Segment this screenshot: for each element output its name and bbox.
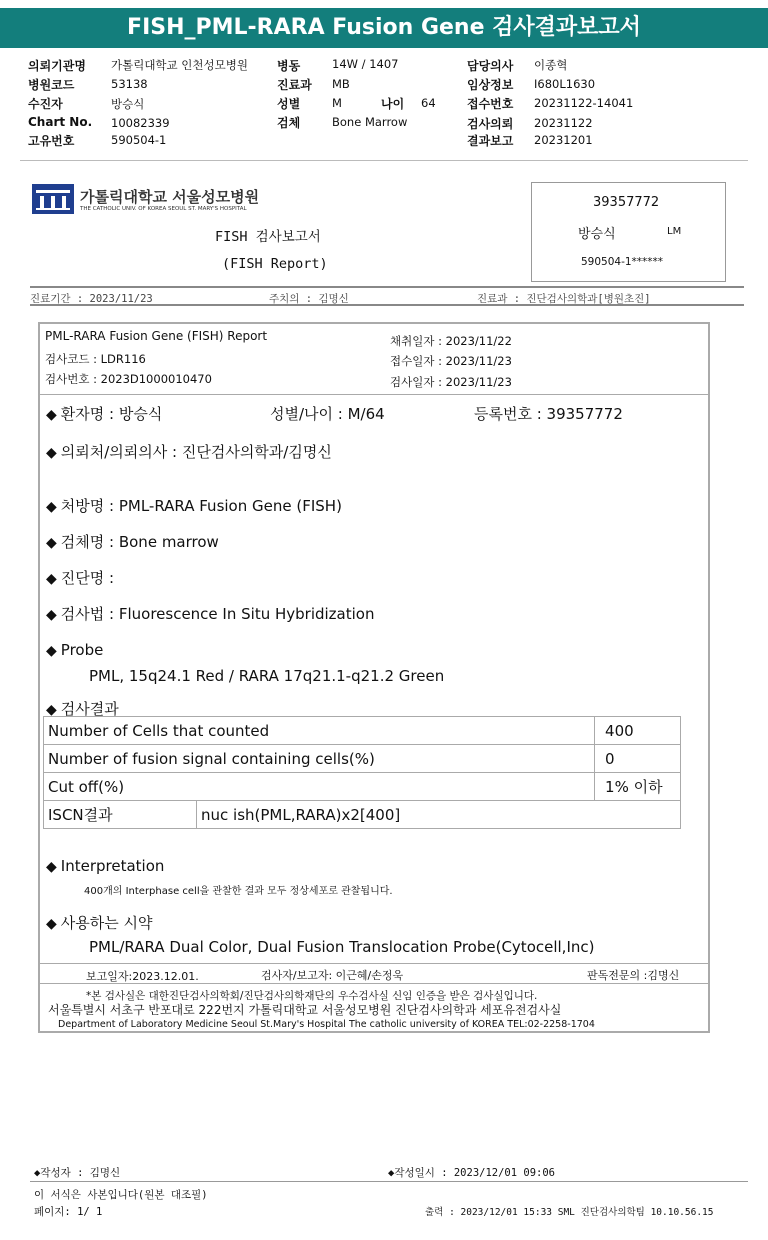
info-value-receipt-no: 20231122-14041 <box>534 96 634 110</box>
patient-label-box <box>531 182 726 282</box>
written-line: ◆작성일시 : 2023/12/01 09:06 <box>388 1167 556 1179</box>
info-value-clinical-info: I680L1630 <box>534 77 596 91</box>
result-value: 0 <box>595 745 681 773</box>
report-received: 접수일자 : 2023/11/23 <box>390 354 512 368</box>
interpretation-heading <box>46 857 164 875</box>
result-value: 400 <box>595 717 681 745</box>
print-info: 출력 : 2023/12/01 15:33 SML 진단검사의학팀 10.10.56.15 <box>425 1207 714 1218</box>
method-line <box>46 603 374 624</box>
interpretation-text: 400개의 Interphase cell을 관찰한 결과 모두 정상세포로 관찰됩니다. <box>84 886 393 897</box>
table-row <box>44 801 681 829</box>
specimen-line <box>46 531 219 552</box>
diamond-bullet-icon: ◆ <box>46 916 57 932</box>
info-label-doctor: 담당의사 <box>467 59 514 73</box>
lab-dept-en: Department of Laboratory Medicine Seoul St.Mary's Hospital The catholic university of KOREA TEL:02-2258-1704 <box>58 1019 595 1030</box>
info-value-specimen: Bone Marrow <box>332 115 408 129</box>
lab-address: 서울특별시 서초구 반포대로 222번지 가톨릭대학교 서울성모병원 진단검사의학과 세포유전검사실 <box>48 1003 562 1017</box>
diamond-bullet-icon: ◆ <box>46 407 57 423</box>
method: 검사법 : Fluorescence In Situ Hybridization <box>60 605 375 623</box>
info-value-sex: M <box>332 96 342 110</box>
report-tester: 검사자/보고자: 이근혜/손정욱 <box>261 969 404 982</box>
prescription-line <box>46 495 342 516</box>
copy-note: 이 서식은 사본입니다(원본 대조필) <box>34 1189 208 1201</box>
info-value-unique-no: 590504-1 <box>111 133 167 147</box>
info-label-chart-no: Chart No. <box>28 115 93 129</box>
report-collected: 채취일자 : 2023/11/22 <box>390 334 512 348</box>
info-label-request-date: 검사의뢰 <box>467 117 514 131</box>
result-item: Number of Cells that counted <box>44 717 595 745</box>
result-value: 1% 이하 <box>595 773 681 801</box>
info-label-department: 진료과 <box>277 78 312 92</box>
visit-department: 진료과 : 진단검사의학과[병원초진] <box>477 293 651 305</box>
stamp-code: LM <box>667 226 682 237</box>
info-label-report-date: 결과보고 <box>467 134 514 148</box>
report-title-bar <box>0 8 768 48</box>
diamond-bullet-icon: ◆ <box>46 571 57 587</box>
diamond-bullet-icon: ◆ <box>46 607 57 623</box>
result-table <box>43 716 681 829</box>
info-label-specimen: 검체 <box>277 116 301 130</box>
diagnosis-line <box>46 567 114 588</box>
divider <box>38 983 710 984</box>
info-value-report-date: 20231201 <box>534 133 593 147</box>
doc-subtitle: (FISH Report) <box>222 256 328 272</box>
report-date: 보고일자:2023.12.01. <box>86 970 199 983</box>
patient-sex-age: 성별/나이 : M/64 <box>270 405 385 423</box>
info-label-receipt-no: 접수번호 <box>467 97 514 111</box>
info-label-sex: 성별 <box>277 97 301 111</box>
report-title: FISH_PML-RARA Fusion Gene 검사결과보고서 <box>127 15 641 40</box>
specimen: 검체명 : Bone marrow <box>60 533 219 551</box>
result-item: Cut off(%) <box>44 773 595 801</box>
table-row <box>44 745 681 773</box>
result-item: Number of fusion signal containing cells(%) <box>44 745 595 773</box>
interpretation-title: Interpretation <box>60 857 165 875</box>
divider <box>38 963 710 964</box>
iscn-label: ISCN결과 <box>44 801 197 829</box>
doc-title: FISH 검사보고서 <box>215 229 321 245</box>
info-value-doctor: 이종혁 <box>534 58 568 72</box>
divider <box>20 160 748 161</box>
report-tested: 검사일자 : 2023/11/23 <box>390 375 512 389</box>
author-line: ◆작성자 : 김명신 <box>34 1167 121 1179</box>
stamp-id: 590504-1****** <box>581 256 664 268</box>
diamond-bullet-icon: ◆ <box>46 643 57 659</box>
info-value-chart-no: 10082339 <box>111 116 170 130</box>
info-value-ward: 14W / 1407 <box>332 57 399 71</box>
info-label-clinical-info: 임상정보 <box>467 78 514 92</box>
divider <box>30 286 744 288</box>
info-value-age: 64 <box>421 96 436 110</box>
page-number: 페이지: 1/ 1 <box>34 1206 103 1218</box>
reagent-value: PML/RARA Dual Color, Dual Fusion Translocation Probe(Cytocell,Inc) <box>89 938 595 956</box>
info-label-patient: 수진자 <box>28 97 63 111</box>
info-value-request-date: 20231122 <box>534 116 593 130</box>
info-label-institution: 의뢰기관명 <box>28 59 86 73</box>
diamond-bullet-icon: ◆ <box>46 535 57 551</box>
report-test-code: 검사코드 : LDR116 <box>45 352 146 366</box>
visit-period: 진료기간 : 2023/11/23 <box>30 293 153 305</box>
stamp-reg-no: 39357772 <box>593 195 660 210</box>
divider <box>30 1181 748 1182</box>
diagnosis: 진단명 : <box>60 569 115 587</box>
patient-reg-no: 등록번호 : 39357772 <box>474 405 623 423</box>
reagent-heading <box>46 912 153 933</box>
report-reviewer: 판독전문의 :김명신 <box>587 969 680 982</box>
report-test-no: 검사번호 : 2023D1000010470 <box>45 372 212 386</box>
table-row <box>44 717 681 745</box>
info-label-unique-no: 고유번호 <box>28 134 75 148</box>
table-row <box>44 773 681 801</box>
hospital-logo-icon <box>32 184 74 214</box>
patient-name-line <box>46 403 162 424</box>
hospital-name-en: THE CATHOLIC UNIV. OF KOREA SEOUL ST. MARY'S HOSPITAL <box>80 206 247 212</box>
result-title: 검사결과 <box>60 700 119 718</box>
info-value-institution: 가톨릭대학교 인천성모병원 <box>111 58 248 72</box>
diamond-bullet-icon: ◆ <box>46 859 57 875</box>
reagent-title: 사용하는 시약 <box>60 914 153 932</box>
probe-value: PML, 15q24.1 Red / RARA 17q21.1-q21.2 Green <box>89 667 445 685</box>
referrer-line <box>46 441 332 462</box>
visit-physician: 주치의 : 김명신 <box>269 293 349 305</box>
info-label-hospital-code: 병원코드 <box>28 78 75 92</box>
diamond-bullet-icon: ◆ <box>46 499 57 515</box>
info-label-age: 나이 <box>381 97 405 111</box>
info-value-patient: 방승식 <box>111 97 145 111</box>
patient-name: 환자명 : 방승식 <box>60 405 163 423</box>
probe-heading <box>46 641 103 659</box>
probe-title: Probe <box>60 641 104 659</box>
prescription: 처방명 : PML-RARA Fusion Gene (FISH) <box>60 497 342 515</box>
referrer: 의뢰처/의뢰의사 : 진단검사의학과/김명신 <box>60 443 332 461</box>
info-label-ward: 병동 <box>277 59 301 73</box>
stamp-name: 방승식 <box>578 227 616 242</box>
info-value-hospital-code: 53138 <box>111 77 148 91</box>
hospital-name: 가톨릭대학교 서울성모병원 <box>80 188 260 206</box>
iscn-value: nuc ish(PML,RARA)x2[400] <box>197 801 681 829</box>
divider <box>30 304 744 306</box>
info-value-department: MB <box>332 77 350 91</box>
cert-note: *본 검사실은 대한진단검사의학회/진단검사의학재단의 우수검사실 신임 인증을 받은 검사실입니다. <box>86 990 538 1002</box>
diamond-bullet-icon: ◆ <box>46 445 57 461</box>
report-name: PML-RARA Fusion Gene (FISH) Report <box>45 329 268 343</box>
diamond-bullet-icon: ◆ <box>46 702 57 718</box>
